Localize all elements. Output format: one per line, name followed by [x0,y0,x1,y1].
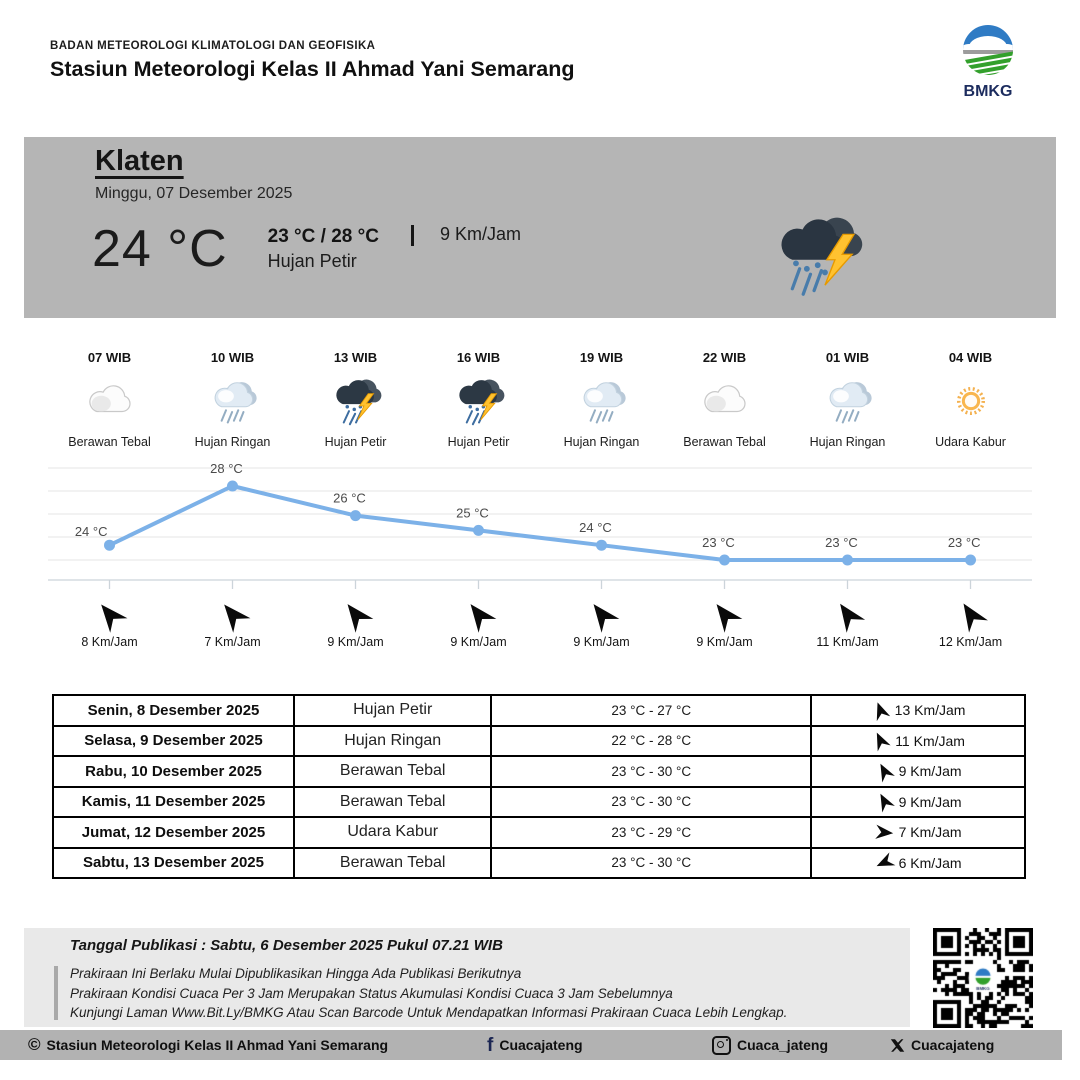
facebook-handle [487,1030,583,1060]
wind-cell [417,598,540,649]
current-temperature: 24 °C [92,220,228,278]
hour-condition: Hujan Ringan [194,435,271,449]
forecast-wind [816,823,1020,842]
wind-direction-icon [703,594,745,636]
forecast-wind [816,701,1020,720]
forecast-condition: Berawan Tebal [294,756,491,787]
temp-point-label: 28 °C [210,462,243,476]
copyright-icon: © [28,1035,41,1054]
wind-direction-icon [88,594,130,636]
forecast-wind-speed: 9 Km/Jam [898,793,962,810]
wind-direction-icon [871,758,897,784]
wind-cell [171,598,294,649]
hourly-cell [417,350,540,449]
wind-cell [48,598,171,649]
forecast-date: Sabtu, 13 Desember 2025 [53,848,294,879]
temp-point-label: 23 °C [702,535,735,550]
temp-point-label: 26 °C [333,490,366,506]
agency-name: BADAN METEOROLOGI KLIMATOLOGI DAN GEOFISIKA [50,40,376,52]
forecast-date: Rabu, 10 Desember 2025 [53,756,294,787]
temp-range: 23 °C / 28 °C [267,226,379,247]
haze-sun-icon [909,374,1032,428]
wind-direction-icon [871,850,896,875]
wind-direction-icon [211,594,253,636]
wind-cell [663,598,786,649]
footer-note: Prakiraan Ini Berlaku Mulai Dipublikasikan Hingga Ada Publikasi Berikutnya [70,966,522,981]
forecast-wind [816,762,1020,781]
wind-direction-icon [580,594,622,636]
wind-speed-label: 11 Km/Jam [816,635,879,649]
forecast-date: Kamis, 11 Desember 2025 [53,787,294,818]
wind-direction-icon [827,594,869,636]
table-row [53,726,1025,757]
wind-direction-icon [457,594,499,636]
temp-point-label: 23 °C [825,535,858,550]
hour-label: 22 WIB [702,350,747,365]
qr-code [910,928,1056,1027]
wind-row [48,598,1032,649]
temp-point-label: 24 °C [579,520,612,536]
wind-cell [786,598,909,649]
storm-icon [417,374,540,428]
forecast-temp-range: 23 °C - 30 °C [491,848,811,879]
hour-condition: Hujan Ringan [563,435,640,449]
forecast-condition: Berawan Tebal [294,787,491,818]
wind-speed-label: 9 Km/Jam [450,635,507,649]
footer-notes [70,964,787,1023]
temp-point-label: 25 °C [456,505,489,521]
hourly-cell [663,350,786,449]
wind-speed-label: 9 Km/Jam [327,635,384,649]
table-row [53,817,1025,848]
table-row [53,848,1025,879]
wind-direction-icon [334,594,376,636]
wind-speed-label: 7 Km/Jam [204,635,261,649]
storm-icon [765,209,865,301]
hour-label: 13 WIB [333,350,378,365]
forecast-condition: Hujan Ringan [294,726,491,757]
bmkg-logo-icon [956,22,1020,102]
wind-speed-label: 12 Km/Jam [938,635,1003,649]
minmax-block [268,226,379,272]
hour-label: 16 WIB [456,350,501,365]
hour-condition: Hujan Petir [324,435,387,449]
hour-condition: Berawan Tebal [683,435,766,449]
rain-light-icon [540,374,663,428]
qr-code-canvas [933,928,1033,1028]
cloud-thick-icon [48,374,171,428]
forecast-temp-range: 23 °C - 27 °C [491,695,811,726]
wind-speed-label: 9 Km/Jam [573,635,630,649]
facebook-icon: f [487,1034,494,1056]
hour-condition: Udara Kabur [935,435,1006,449]
wind-cell [294,598,417,649]
forecast-wind-speed: 11 Km/Jam [895,732,965,749]
bmkg-logo [948,22,1028,107]
forecast-date: Selasa, 9 Desember 2025 [53,726,294,757]
publication-date: Tanggal Publikasi : Sabtu, 6 Desember 2025 Pukul 07.21 WIB [70,937,503,954]
instagram-icon [712,1036,731,1055]
daily-forecast-table [52,694,1026,879]
current-condition: Hujan Petir [267,251,357,271]
hour-label: 01 WIB [825,350,870,365]
table-row [53,756,1025,787]
wind-divider-icon [411,225,414,246]
hourly-cell [171,350,294,449]
bottom-bar [0,1030,1062,1060]
rain-light-icon [786,374,909,428]
forecast-wind [816,731,1020,750]
forecast-temp-range: 23 °C - 30 °C [491,787,811,818]
hour-condition: Hujan Petir [447,435,510,449]
forecast-wind [816,792,1020,811]
temp-point-label: 24 °C [74,524,108,540]
bmkg-logo-text: BMKG [963,83,1013,100]
wind-direction-icon [868,698,892,722]
forecast-wind-speed: 6 Km/Jam [898,854,962,871]
station-title: Stasiun Meteorologi Kelas II Ahmad Yani Semarang [50,57,575,81]
wind-speed-label: 8 Km/Jam [81,635,138,649]
forecast-wind-speed: 13 Km/Jam [894,702,966,719]
forecast-wind-speed: 7 Km/Jam [898,824,962,841]
hour-condition: Hujan Ringan [809,435,886,449]
forecast-date: Jumat, 12 Desember 2025 [53,817,294,848]
forecast-condition: Berawan Tebal [294,848,491,879]
hourly-cell [786,350,909,449]
forecast-temp-range: 23 °C - 29 °C [491,817,811,848]
hourly-cell [294,350,417,449]
current-date: Minggu, 07 Desember 2025 [95,185,293,202]
twitter-handle [890,1030,994,1060]
hourly-cell [909,350,1032,449]
hour-label: 04 WIB [948,350,993,365]
footer-note: Kunjungi Laman Www.Bit.Ly/BMKG Atau Scan Barcode Untuk Mendapatkan Informasi Prakiraan Cuaca Lebih Lengkap. [70,1005,788,1020]
table-row [53,695,1025,726]
wind-direction-icon [868,728,893,753]
footer-panel [24,928,1056,1027]
temp-point-label: 23 °C [947,535,981,550]
wind-direction-icon [871,789,897,815]
wind-cell [909,598,1032,649]
current-summary [92,219,521,279]
city-name: Klaten [95,145,184,177]
current-conditions-banner [24,137,1056,318]
hourly-cell [540,350,663,449]
facebook-label: Cuacajateng [499,1037,583,1053]
hourly-cell [48,350,171,449]
instagram-handle [712,1030,828,1060]
wind-direction-icon [950,594,991,635]
x-icon [890,1038,905,1053]
wind-speed-label: 9 Km/Jam [696,635,753,649]
hour-label: 07 WIB [87,350,132,365]
hour-label: 19 WIB [579,350,624,365]
current-wind: 9 Km/Jam [439,224,521,244]
notes-accent-bar [54,966,58,1020]
wind-direction-icon [874,822,895,843]
hour-label: 10 WIB [210,350,255,365]
copyright-text: Stasiun Meteorologi Kelas II Ahmad Yani Semarang [46,1037,389,1053]
instagram-label: Cuaca_jateng [737,1037,829,1053]
rain-light-icon [171,374,294,428]
forecast-temp-range: 22 °C - 28 °C [491,726,811,757]
hour-condition: Berawan Tebal [68,435,151,449]
temperature-chart [48,462,1032,602]
footer-note: Prakiraan Kondisi Cuaca Per 3 Jam Merupakan Status Akumulasi Kondisi Cuaca 3 Jam Sebelumnya [70,985,673,1001]
cloud-thick-icon [663,374,786,428]
hourly-forecast-strip [48,350,1032,449]
forecast-condition: Udara Kabur [294,817,491,848]
table-row [53,787,1025,818]
storm-icon [294,374,417,428]
copyright-line [28,1030,388,1060]
forecast-wind-speed: 9 Km/Jam [898,763,962,780]
forecast-temp-range: 23 °C - 30 °C [491,756,811,787]
forecast-date: Senin, 8 Desember 2025 [53,695,294,726]
forecast-condition: Hujan Petir [294,695,491,726]
forecast-wind [816,853,1020,872]
wind-cell [540,598,663,649]
twitter-label: Cuacajateng [911,1037,995,1053]
